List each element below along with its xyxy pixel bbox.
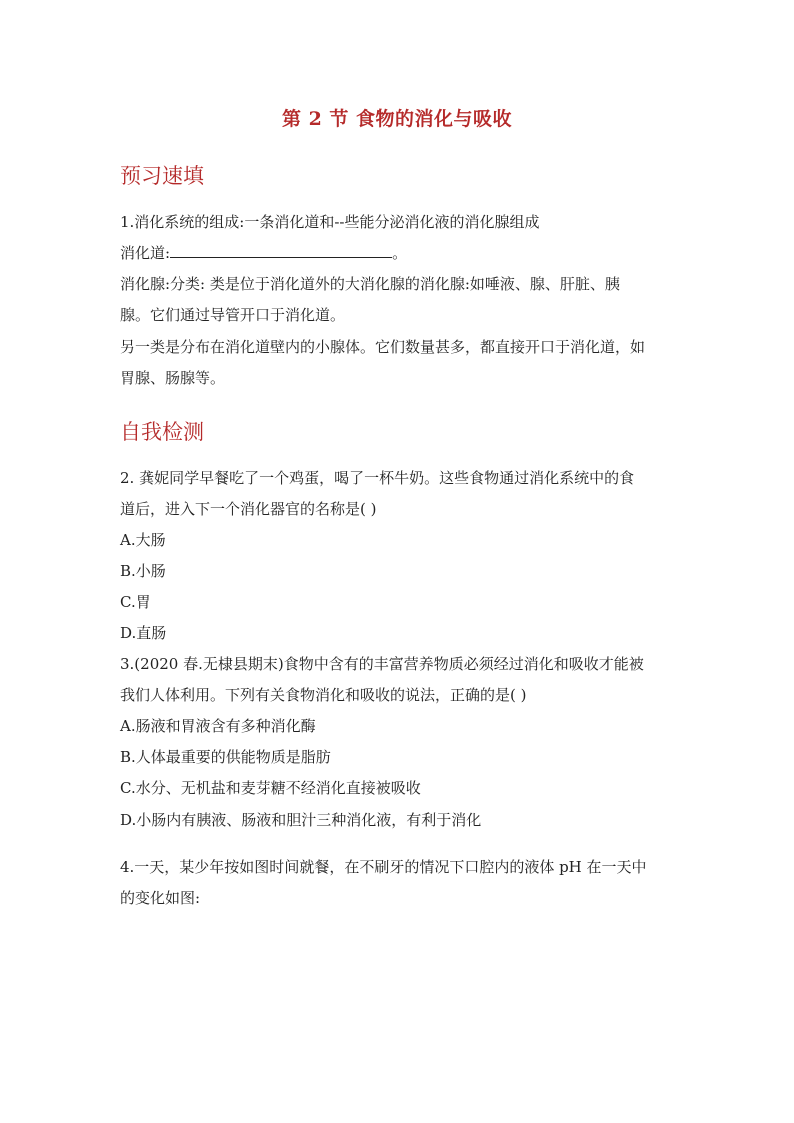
- q3-line-1: 3.(2020 春.无棣县期末)食物中含有的丰富营养物质必须经过消化和吸收才能被: [120, 655, 644, 673]
- q1-line-6: 胃腺、肠腺等。: [120, 369, 226, 387]
- digestive-tract-label: 消化道:: [120, 244, 171, 262]
- q1-line-3: 消化腺:分类: 类是位于消化道外的大消化腺的消化腺:如唾液、腺、肝脏、胰: [120, 275, 620, 293]
- q1-line-4: 腺。它们通过导管开口于消化道。: [120, 306, 346, 324]
- q4-line-1: 4.一天，某少年按如图时间就餐，在不刷牙的情况下口腔内的液体 pH 在一天中: [120, 858, 647, 876]
- q4-line-2: 的变化如图:: [120, 889, 201, 907]
- section-heading-self-check: 自我检测: [120, 420, 204, 444]
- q2-option-b: B.小肠: [120, 562, 166, 580]
- q3-option-b: B.人体最重要的供能物质是脂肪: [120, 748, 331, 766]
- section-heading-preview: 预习速填: [120, 164, 204, 188]
- page-title: 第 2 节 食物的消化与吸收: [281, 108, 513, 130]
- blank-period: 。: [392, 244, 408, 262]
- q2-option-c: C.胃: [120, 593, 151, 611]
- q3-option-d: D.小肠内有胰液、肠液和胆汁三种消化液，有利于消化: [120, 811, 482, 829]
- q2-line-1: 2. 龚妮同学早餐吃了一个鸡蛋，喝了一杯牛奶。这些食物通过消化系统中的食: [120, 469, 635, 487]
- q1-digestive-tract-line: [120, 243, 407, 263]
- q2-option-a: A.大肠: [120, 531, 166, 549]
- q3-line-2: 我们人体利用。下列有关食物消化和吸收的说法，正确的是( ): [120, 686, 527, 704]
- q3-option-c: C.水分、无机盐和麦芽糖不经消化直接被吸收: [120, 779, 421, 797]
- q2-line-2: 道后，进入下一个消化器官的名称是( ): [120, 500, 377, 518]
- fill-in-blank: [170, 243, 392, 258]
- q3-option-a: A.肠液和胃液含有多种消化酶: [120, 717, 316, 735]
- q1-line-5: 另一类是分布在消化道壁内的小腺体。它们数量甚多，都直接开口于消化道，如: [120, 338, 646, 356]
- q2-option-d: D.直肠: [120, 624, 167, 642]
- q1-line-1: 1.消化系统的组成:一条消化道和--些能分泌消化液的消化腺组成: [120, 213, 540, 231]
